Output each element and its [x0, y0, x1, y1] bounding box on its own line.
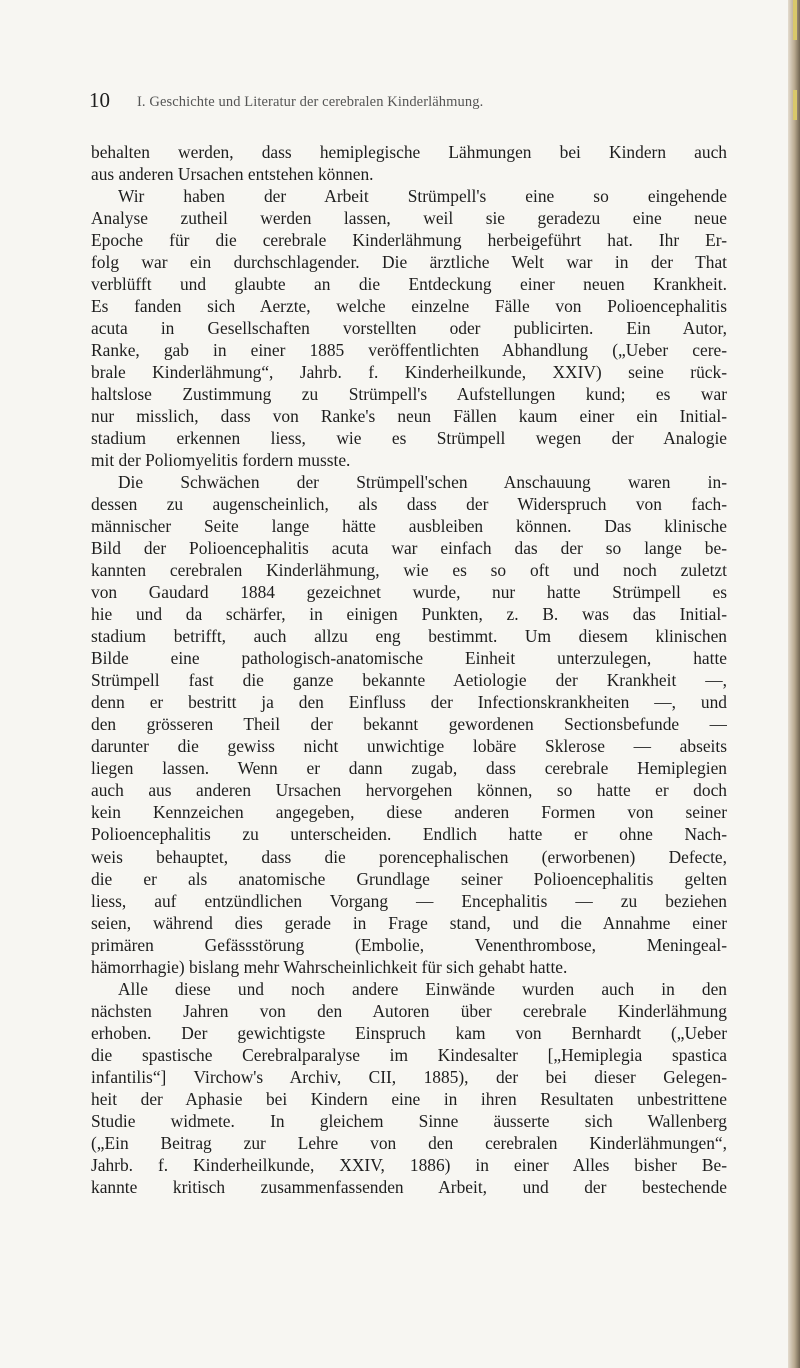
text-line: den grösseren Theil der bekannt gewordenen Sectionsbefunde —: [91, 714, 727, 735]
text-line: auch aus anderen Ursachen hervorgehen können, so hatte er doch: [91, 780, 727, 801]
page-header: [89, 88, 729, 118]
text-line: stadium betrifft, auch allzu eng bestimmt. Um diesem klinischen: [91, 626, 727, 647]
text-line: stadium erkennen liess, wie es Strümpell wegen der Analogie: [91, 428, 727, 449]
text-line: behalten werden, dass hemiplegische Lähmungen bei Kindern auch: [91, 142, 727, 162]
text-line: Strümpell fast die ganze bekannte Aetiologie der Krankheit —,: [91, 670, 727, 691]
text-line: Polioencephalitis zu unterscheiden. Endlich hatte er ohne Nach-: [91, 824, 727, 845]
text-line: mit der Poliomyelitis fordern musste.: [91, 450, 351, 471]
text-line: kein Kennzeichen angegeben, diese anderen Formen von seiner: [91, 802, 727, 823]
text-line: liess, auf entzündlichen Vorgang — Encephalitis — zu beziehen: [91, 890, 727, 911]
text-line: Analyse zutheil werden lassen, weil sie geradezu eine neue: [91, 208, 727, 229]
text-line: Es fanden sich Aerzte, welche einzelne Fälle von Polioencephalitis: [91, 296, 727, 317]
text-line: aus anderen Ursachen entstehen können.: [91, 164, 374, 185]
body-text: [91, 141, 727, 1198]
text-line: die spastische Cerebralparalyse im Kindesalter [„Hemiplegia spastica: [91, 1044, 727, 1065]
text-line: Epoche für die cerebrale Kinderlähmung herbeigeführt hat. Ihr Er-: [91, 230, 727, 251]
text-line: kannten cerebralen Kinderlähmung, wie es so oft und noch zuletzt: [91, 560, 727, 581]
edge-mark: [793, 90, 797, 120]
text-line: dessen zu augenscheinlich, als dass der Widerspruch von fach-: [91, 494, 727, 515]
paragraph-start-line: Alle diese und noch andere Einwände wurden auch in den: [118, 978, 727, 999]
text-line: acuta in Gesellschaften vorstellten oder publicirten. Ein Autor,: [91, 318, 727, 339]
running-head: I. Geschichte und Literatur der cerebralen Kinderlähmung.: [137, 94, 484, 110]
text-line: primären Gefässstörung (Embolie, Venenthrombose, Meningeal-: [91, 934, 727, 955]
text-line: brale Kinderlähmung“, Jahrb. f. Kinderheilkunde, XXIV) seine rück-: [91, 362, 727, 383]
book-edge: [788, 0, 800, 1368]
text-line: die er als anatomische Grundlage seiner Polioencephalitis gelten: [91, 868, 727, 889]
text-line: hie und da schärfer, in einigen Punkten, z. B. was das Initial-: [91, 604, 727, 625]
page-number: 10: [89, 88, 110, 112]
text-line: haltslose Zustimmung zu Strümpell's Aufstellungen kund; es war: [91, 384, 727, 405]
text-line: („Ein Beitrag zur Lehre von den cerebralen Kinderlähmungen“,: [91, 1132, 727, 1153]
paragraph-start-line: Wir haben der Arbeit Strümpell's eine so eingehende: [118, 186, 727, 207]
text-line: liegen lassen. Wenn er dann zugab, dass cerebrale Hemiplegien: [91, 758, 727, 779]
text-line: seien, während dies gerade in Frage stand, und die Annahme einer: [91, 912, 727, 933]
edge-mark: [793, 0, 797, 40]
text-line: von Gaudard 1884 gezeichnet wurde, nur hatte Strümpell es: [91, 582, 727, 603]
text-line: hämorrhagie) bislang mehr Wahrscheinlichkeit für sich gehabt hatte.: [91, 956, 568, 977]
text-line: verblüfft und glaubte an die Entdeckung einer neuen Krankheit.: [91, 274, 727, 295]
text-line: kannte kritisch zusammenfassenden Arbeit, und der bestechende: [91, 1176, 727, 1197]
paragraph-start-line: Die Schwächen der Strümpell'schen Anschauung waren in-: [118, 472, 727, 493]
text-line: Ranke, gab in einer 1885 veröffentlichten Abhandlung („Ueber cere-: [91, 340, 727, 361]
text-line: erhoben. Der gewichtigste Einspruch kam von Bernhardt („Ueber: [91, 1022, 727, 1043]
text-line: infantilis“] Virchow's Archiv, CII, 1885), der bei dieser Gelegen-: [91, 1066, 727, 1087]
text-line: Jahrb. f. Kinderheilkunde, XXIV, 1886) in einer Alles bisher Be-: [91, 1154, 727, 1175]
text-line: Studie widmete. In gleichem Sinne äusserte sich Wallenberg: [91, 1110, 727, 1131]
text-line: nur misslich, dass von Ranke's neun Fällen kaum einer ein Initial-: [91, 406, 727, 427]
text-line: Bild der Polioencephalitis acuta war einfach das der so lange be-: [91, 538, 727, 559]
text-line: folg war ein durchschlagender. Die ärztliche Welt war in der That: [91, 252, 727, 273]
text-line: heit der Aphasie bei Kindern eine in ihren Resultaten unbestrittene: [91, 1088, 727, 1109]
text-line: Bilde eine pathologisch-anatomische Einheit unterzulegen, hatte: [91, 648, 727, 669]
text-line: nächsten Jahren von den Autoren über cerebrale Kinderlähmung: [91, 1000, 727, 1021]
text-line: männischer Seite lange hätte ausbleiben können. Das klinische: [91, 516, 727, 537]
text-line: darunter die gewiss nicht unwichtige lobäre Sklerose — abseits: [91, 736, 727, 757]
text-line: denn er bestritt ja den Einfluss der Infectionskrankheiten —, und: [91, 692, 727, 713]
text-line: weis behauptet, dass die porencephalischen (erworbenen) Defecte,: [91, 846, 727, 867]
